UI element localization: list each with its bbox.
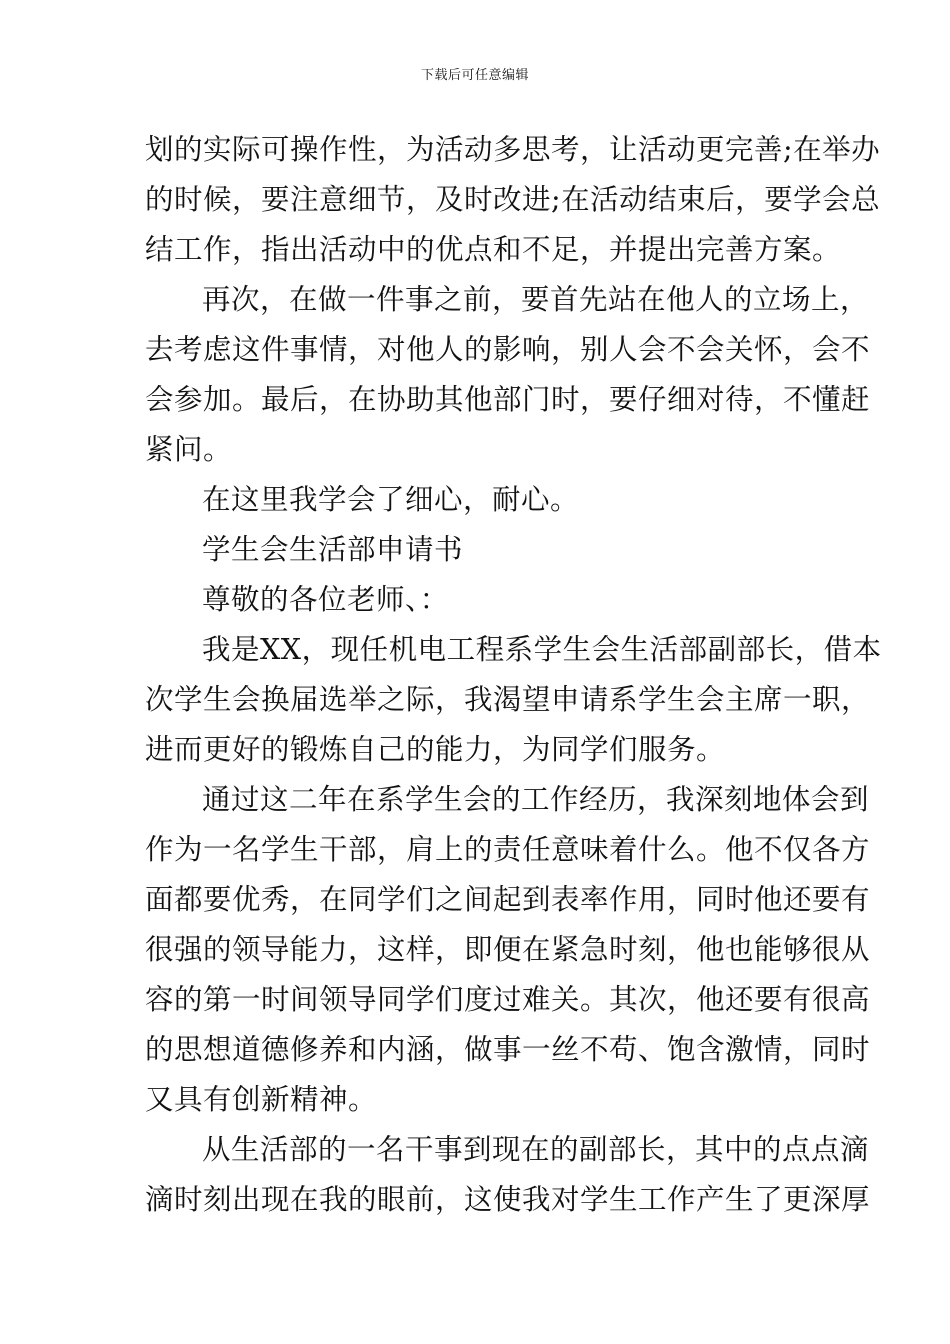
text-line: 进而更好的锻炼自己的能力，为同学们服务。: [145, 733, 726, 766]
page-header: 下载后可任意编辑: [420, 68, 529, 83]
document-body: [145, 128, 882, 1228]
salutation: 尊敬的各位老师、：: [202, 583, 449, 616]
text-line: 又具有创新精神。: [145, 1083, 378, 1116]
text-line: 紧问。: [145, 433, 233, 466]
text-line: 会参加。最后，在协助其他部门时，要仔细对待，不懂赶: [145, 383, 871, 416]
paragraph-start-line: 我是XX，现任机电工程系学生会生活部副部长，借本: [202, 633, 882, 666]
paragraph-start-line: 通过这二年在系学生会的工作经历，我深刻地体会到: [202, 783, 870, 816]
text-line: 滴时刻出现在我的眼前，这使我对学生工作产生了更深厚: [145, 1183, 871, 1216]
text-line: 的思想道德修养和内涵，做事一丝不苟、饱含激情，同时: [145, 1033, 871, 1066]
text-line: 去考虑这件事情，对他人的影响，别人会不会关怀，会不: [145, 333, 871, 366]
text-line: 面都要优秀，在同学们之间起到表率作用，同时他还要有: [145, 883, 871, 916]
text-line: 划的实际可操作性，为活动多思考，让活动更完善;在举办: [145, 133, 881, 166]
text-line: 作为一名学生干部，肩上的责任意味着什么。他不仅各方: [145, 833, 871, 866]
text-line: 容的第一时间领导同学们度过难关。其次，他还要有很高: [145, 983, 871, 1016]
paragraph-start-line: 再次，在做一件事之前，要首先站在他人的立场上，: [202, 283, 870, 316]
document-title: 学生会生活部申请书: [202, 533, 464, 566]
text-line: 结工作，指出活动中的优点和不足，并提出完善方案。: [145, 233, 842, 266]
text-line: 次学生会换届选举之际，我渴望申请系学生会主席一职，: [145, 683, 871, 716]
text-line: 很强的领导能力，这样，即便在紧急时刻，他也能够很从: [145, 933, 871, 966]
paragraph-start-line: 在这里我学会了细心，耐心。: [202, 483, 580, 516]
paragraph-start-line: 从生活部的一名干事到现在的副部长，其中的点点滴: [202, 1133, 870, 1166]
text-line: 的时候，要注意细节，及时改进;在活动结束后，要学会总: [145, 183, 881, 216]
